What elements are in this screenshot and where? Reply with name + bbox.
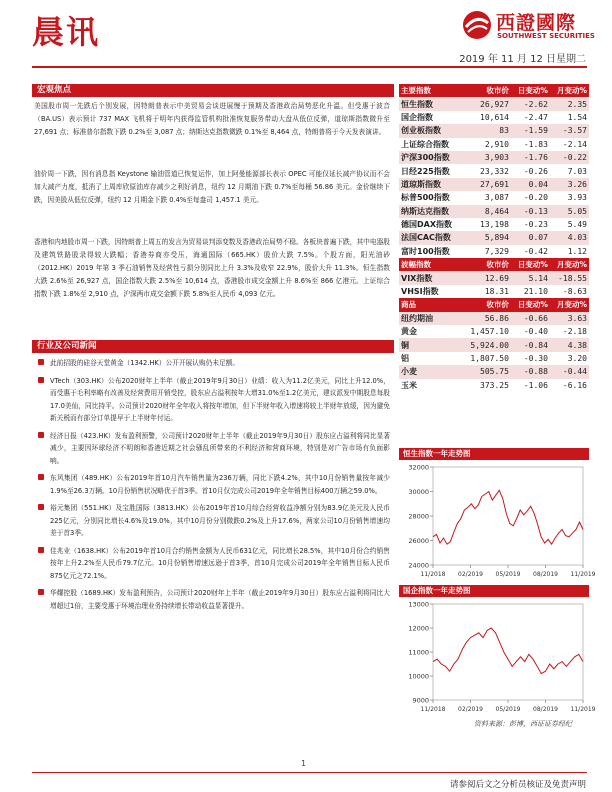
plot-frame [433,604,583,700]
y-tick-label: 12000 [408,624,429,633]
indices-row: 纳斯达克指数 8,464 -0.13 5.05 [399,205,589,218]
x-tick-label: 02/2019 [458,571,483,578]
commodities-row: 小麦 505.75 -0.88 -0.44 [399,365,589,378]
hsi-chart-title: 恒生指数一年走势图 [399,448,589,460]
macro-paragraph-3: 香港和内地股市周一下跌，因特朗普上周五的发言为贸易谈判添变数及香港政治局势不稳。各板块普遍下跌，其中电器股及建筑铁路股录得较大跌幅；香港券商亦受压，海通国际（665.HK）股价大跌 7.5%。个股方面，阳光油砂（2012.HK）2019 年第 3 季石油销售及经营性亏损分别同比上升 3.3%及收窄 22.9%，股价大升 11.3%。恒生指数大跌 2.6%至 26,927 点，国企指数大跌 2.5%至 10,614 点，香港股市成交金额上升 8.6%至 866 亿港元。上证综合指数下跌 1.8%至 2,910 点，沪深两市成交金额下跌 5.8%至人民币 4,093 亿元。 [34,238,390,298]
news-item: 东风集团（489.HK）公布2019年首10月汽车销售量为236万辆，同比下跌4.2%，其中10月份销售量按年减少1.9%至26.3万辆。10月份销售状况略优于首3季。首10月仅完成公司2019年全年销售目标400万辆之59.0%。 [50,472,390,497]
page-number: 1 [301,759,307,768]
bullet-icon [38,432,44,438]
macro-heading: 宏观焦点 [32,84,394,97]
indices-table [399,84,589,392]
y-tick-label: 24000 [408,561,429,570]
news-item: 华耀控股（1689.HK）发布盈利预告，公司预计2020财年上半年（截止2019年9月30日）股东应占溢利将同比大增超过1倍，主要受惠于环境治理业务持续增长带动收益显著提升。 [50,587,390,612]
page-title: 晨讯 [32,13,101,51]
volatility-row: VHSI指数 18.31 21.10 -8.63 [401,287,587,297]
indices-row: 日经225指数 23,332 -0.26 7.03 [401,166,587,176]
y-tick-label: 11000 [408,648,429,657]
bullet-icon [38,359,44,365]
source-note: 资料来源：彭博，西证证券经纪 [474,720,572,728]
logo-subtitle: SOUTHWEST SECURITIES [497,32,595,40]
y-tick-label: 32000 [408,463,429,472]
news-item: VTech（303.HK）公布2020财年上半年（截止2019年9月30日）业绩：收入为11.2亿美元，同比上升12.0%，而受惠于毛利率略有改善及经营费用开销受控，股东应占溢利按年大增31.0%至1.2亿美元，建议派发中期股息每股17.0美仙，同比持平。公司预计2020财年全年收入将按年增加，但下半财年收入增速将较上半财年放缓，因为避免新关税而有部分订单提早于上半财年付运。 [50,375,390,425]
y-tick-label: 13000 [408,600,429,609]
commodities-row: 纽约期油 56.86 -0.66 3.63 [399,312,589,325]
indices-row: 富时100指数 7,329 -0.42 1.12 [401,246,587,256]
header-rule [32,66,587,68]
y-tick-label: 26000 [408,537,429,545]
macro-paragraph-2: 油价周一下跌，因有消息指 Keystone 输油管道已恢复运作，加上阿曼能源部长表示 OPEC 可能仅延长减产协议而不会加大减产力度，抵消了上周库欣原油库存减少之利好消息，纽约 12 月期油下跌 0.7%至每桶 56.86 美元。金价继续下跌，因美股从低位反弹，纽约 12 月期金下跌 0.4%至每盎司 1,457.1 美元。 [34,170,390,204]
logo-icon [462,10,492,40]
indices-row: 道琼斯指数 27,691 0.04 3.26 [399,178,589,191]
x-tick-label: 05/2019 [495,571,521,578]
volatility-row: VIX指数 12.69 5.14 -18.55 [399,271,589,284]
news-item: 佳兆业（1638.HK）公布2019年首10月合约销售金额为人民币631亿元，同比增长28.5%，其中10月份合约销售按年上升2.2%至人民币79.7亿元。10月份销售增速远逊于首3季，首10月完成公司2019年全年销售目标人民币875亿元之72.1%。 [50,545,390,583]
logo-name: 西證國際 [496,12,577,34]
commodities-row: 铜 5,924.00 -0.84 4.38 [399,338,589,351]
y-tick-label: 10000 [408,672,429,681]
bullet-icon [38,377,44,383]
series-line [433,628,583,674]
x-tick-label: 02/2019 [458,706,483,713]
macro-paragraph-1: 美国股市周一先跌后个别发展，因特朗普表示中美贸易会谈进展慢于预期及香港政治局势恶化升温。但受惠于波音（BA.US）表示预计 737 MAX 飞机将于明年内获得监管机构批准恢复服务带动大盘从低位反弹，道琼斯指数微升至 27,691 点；标准普尔指数下跌 0.2%至 3,087 点；纳斯达克指数微跌 0.1%至 8,464 点，特朗普将于今天发表演讲。 [34,102,390,136]
indices-row: 沪深300指数 3,903 -1.76 -0.22 [399,151,589,164]
bullet-icon [38,589,44,595]
indices-row: 创业板指数 83 -1.59 -3.57 [399,124,589,137]
x-tick-label: 05/2019 [495,706,521,713]
y-tick-label: 9000 [412,696,429,705]
series-line [433,490,583,544]
industry-heading: 行业及公司新闻 [32,340,394,353]
y-tick-label: 30000 [408,488,429,496]
footer-disclaimer: 请参阅后文之分析员核证及免责声明 [449,780,586,790]
indices-row: 德国DAX指数 13,198 -0.23 5.49 [401,220,587,230]
industry-news-list [34,357,390,617]
commodities-row: 铝 1,807.50 -0.30 3.20 [401,354,587,363]
report-date: 2019 年 11 月 12 日星期二 [459,54,586,65]
footer-rule [32,772,587,773]
x-tick-label: 11/2019 [570,706,596,713]
plot-frame [433,467,583,565]
commodities-row: 黄金 1,457.10 -0.40 -2.18 [401,327,587,337]
hscei-chart-title: 国企指数一年走势图 [399,585,589,597]
commodities-row: 玉米 373.25 -1.06 -6.16 [401,380,587,390]
hscei-chart [399,598,596,716]
x-tick-label: 11/2018 [420,571,446,578]
indices-row: 法国CAC指数 5,894 0.07 4.03 [399,231,589,244]
x-tick-label: 11/2018 [420,706,446,713]
volatility-header-row: 波幅指数 收市价 日变动% 月变动% [399,258,589,271]
indices-row: 上证综合指数 2,910 -1.83 -2.14 [401,139,587,149]
bullet-icon [38,504,44,510]
bullet-icon [38,474,44,480]
news-item: 裕元集团（551.HK）及宝胜国际（3813.HK）公布2019年首10月综合经营收益净额分别为83.9亿美元及人民币225亿元，分别同比增长4.6%及19.0%，其中10月份分别微跌0.2%及上升17.6%，两家公司10月份销售增速均差于首3季。 [50,502,390,540]
bullet-icon [38,547,44,553]
indices-row: 恒生指数 26,927 -2.62 2.35 [399,97,589,110]
hsi-chart [399,461,596,581]
commodities-header-row: 商品 收市价 日变动% 月变动% [399,298,589,311]
news-item: 经济日报（423.HK）发布盈利预警，公司预计2020财年上半年（截止2019年9月30日）股东应占溢利将同比显著减少，主要因环球经济不明朗和香港近期之社会骚乱所带来的不利经济和营商环境，特别是对广告市场有负面影响。 [50,430,390,468]
market-tables [399,84,589,392]
indices-row: 国企指数 10,614 -2.47 1.54 [401,112,587,122]
news-item: 此前招股的硅谷天堂黄金（1342.HK）公开开展认购仍未足额。 [50,357,390,370]
x-tick-label: 11/2019 [570,571,596,578]
y-tick-label: 28000 [408,512,429,521]
company-logo [462,8,595,42]
x-tick-label: 08/2019 [533,706,558,713]
indices-header-row: 主要指数 收市价 日变动% 月变动% [399,84,589,97]
x-tick-label: 08/2019 [533,571,558,578]
indices-row: 标普500指数 3,087 -0.20 3.93 [401,193,587,203]
